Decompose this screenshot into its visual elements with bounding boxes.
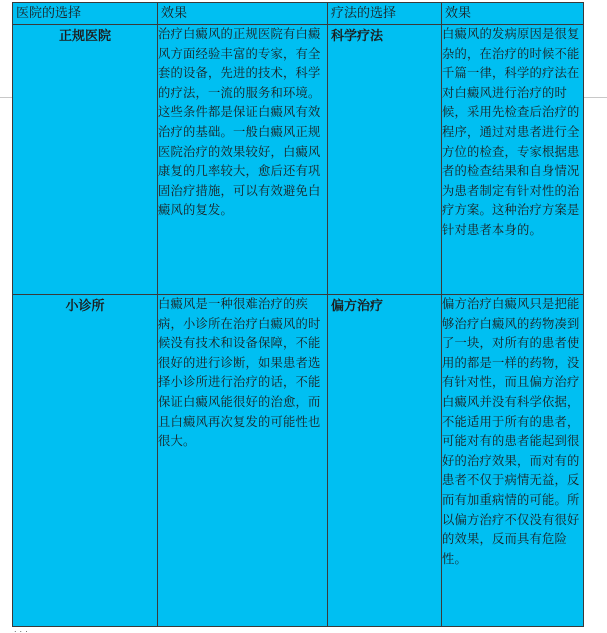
footer-text: ... — [14, 625, 31, 633]
hospital-effect-cell: 白癜风是一种很难治疗的疾病，小诊所在治疗白癜风的时候没有技术和设备保障，不能很好的进行诊断，如果患者选择小诊所进行治疗的话，不能保证白癜风能很好的治愈，而且白癜风再次复发的可能性也很大。 — [158, 295, 328, 627]
hospital-effect-cell: 治疗白癜风的正规医院有白癜风方面经验丰富的专家，有全套的设备，先进的技术，科学的疗法，一流的服务和环境。这些条件都是保证白癜风有效治疗的基础。一般白癜风正规医院治疗的效果较好，白癜风康复的几率较大，愈后还有巩固治疗措施，可以有效避免白癜风的复发。 — [158, 25, 328, 295]
hospital-cell: 小诊所 — [13, 295, 158, 627]
header-hospital-effect: 效果 — [158, 3, 328, 25]
header-therapy-choice: 疗法的选择 — [328, 3, 442, 25]
therapy-cell: 偏方治疗 — [328, 295, 442, 627]
header-therapy-effect: 效果 — [442, 3, 584, 25]
header-hospital-choice: 医院的选择 — [13, 3, 158, 25]
comparison-table — [12, 2, 584, 627]
table-header-row — [13, 3, 584, 25]
hospital-cell: 正规医院 — [13, 25, 158, 295]
therapy-effect-cell: 偏方治疗白癜风只是把能够治疗白癜风的药物凑到了一块，对所有的患者使用的都是一样的药物，没有针对性，而且偏方治疗白癜风并没有科学依据，不能适用于所有的患者，可能对有的患者能起到很好的治疗效果，而对有的患者不仅于病情无益，反而有加重病情的可能。所以偏方治疗不仅没有很好的效果，反而具有危险性。 — [442, 295, 584, 627]
therapy-cell: 科学疗法 — [328, 25, 442, 295]
table-row — [13, 295, 584, 627]
therapy-effect-cell: 白癜风的发病原因是很复杂的，在治疗的时候不能千篇一律，科学的疗法在对白癜风进行治疗的时候，采用先检查后治疗的程序，通过对患者进行全方位的检查，专家根据患者的检查结果和自身情况为患者制定有针对性的治疗方案。这种治疗方案是针对患者本身的。 — [442, 25, 584, 295]
table-row — [13, 25, 584, 295]
